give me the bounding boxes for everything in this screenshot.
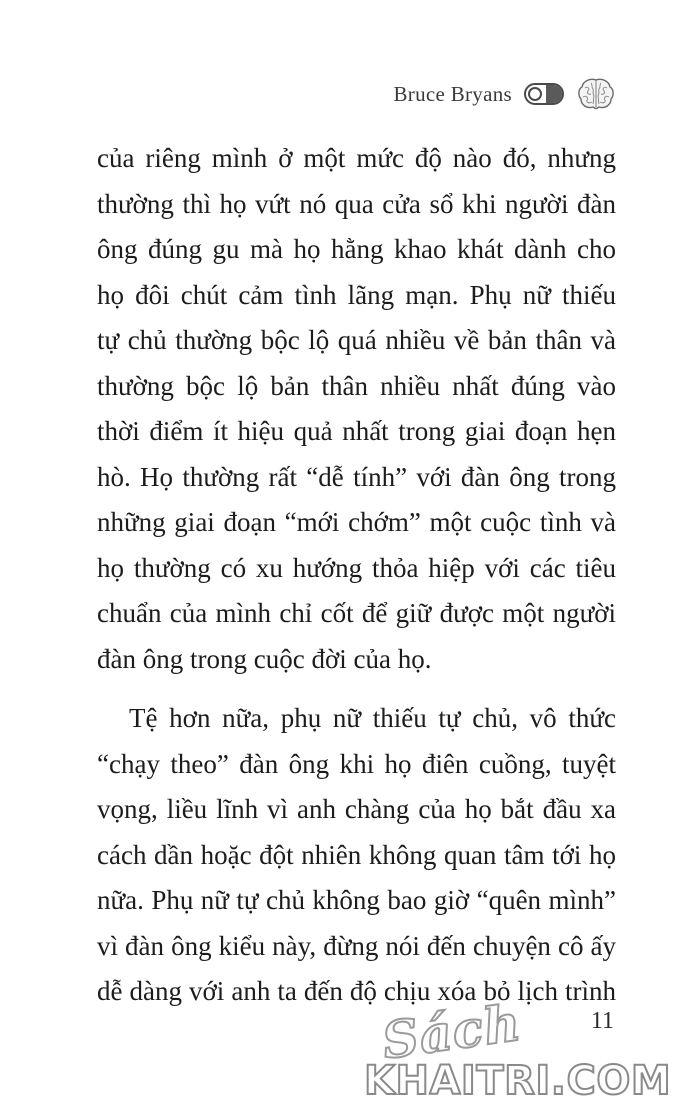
paragraph-1 [97, 136, 616, 682]
text-line: dễ dàng với anh ta đến độ chịu xóa bỏ lịch trình [97, 976, 616, 1006]
brain-icon [576, 76, 616, 112]
text-line: của riêng mình ở một mức độ nào đó, nhưng [97, 143, 616, 173]
text-line: thường bộc lộ bản thân nhiều nhất đúng vào [97, 370, 616, 401]
toggle-knob [528, 87, 542, 101]
text-line: họ thường có xu hướng thỏa hiệp với các tiêu [97, 552, 616, 583]
text-line: “chạy theo” đàn ông khi họ điên cuồng, tuyệt [97, 748, 616, 779]
text-line: đàn ông trong cuộc đời của họ. [97, 643, 432, 674]
paragraph-2 [97, 696, 616, 1015]
text-line: vì đàn ông kiểu này, đừng nói đến chuyện cô ấy [97, 930, 616, 961]
watermark-script: Sách [378, 992, 525, 1071]
text-line: chuẩn của mình chỉ cốt để giữ được một người [97, 598, 616, 628]
text-line: thời điểm ít hiệu quả nhất trong giai đoạn hẹn [97, 416, 616, 446]
toggle-switch-icon [524, 83, 564, 105]
text-line: tự chủ thường bộc lộ quá nhiều về bản thân và [97, 325, 616, 355]
body-text [97, 136, 616, 1015]
text-line: nữa. Phụ nữ tự chủ không bao giờ “quên mình” [97, 885, 616, 915]
author-name: Bruce Bryans [393, 81, 512, 106]
text-line: họ đôi chút cảm tình lãng mạn. Phụ nữ thiếu [97, 279, 616, 310]
text-line: cách dần hoặc đột nhiên không quan tâm tới họ [97, 839, 616, 870]
page-number: 11 [590, 1008, 614, 1034]
toggle-fill [546, 85, 562, 103]
watermark-logo [364, 992, 684, 1112]
text-line: ông đúng gu mà họ hằng khao khát dành cho [97, 234, 616, 264]
text-line: những giai đoạn “mới chớm” một cuộc tình và [97, 507, 616, 537]
text-line: thường thì họ vứt nó qua cửa sổ khi người đàn [97, 188, 616, 219]
running-header [394, 74, 617, 114]
watermark-name: KHAITRI.COM [364, 1058, 672, 1104]
text-line: vọng, liều lĩnh vì anh chàng của họ bắt đầu xa [97, 794, 616, 824]
text-line: hò. Họ thường rất “dễ tính” với đàn ông trong [97, 461, 616, 492]
text-line: Tệ hơn nữa, phụ nữ thiếu tự chủ, vô thức [129, 703, 616, 733]
